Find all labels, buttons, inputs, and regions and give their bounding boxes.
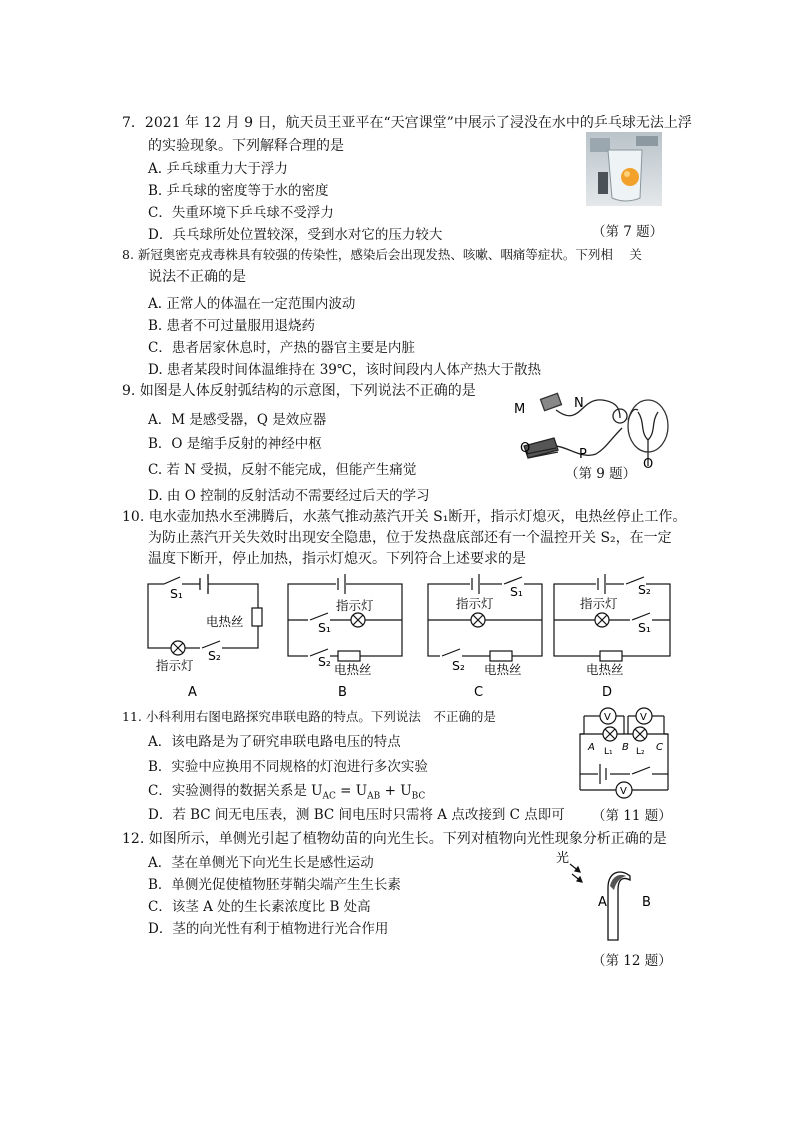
q10-label-c: C bbox=[474, 685, 484, 700]
q11-point-a: A bbox=[588, 742, 595, 753]
q7-stem-line2: 的实验现象。下列解释合理的是 bbox=[148, 138, 344, 154]
q7-caption: （第 7 题） bbox=[592, 224, 664, 240]
q8-option-d: D. 患者某段时间体温维持在 39℃，该时间段内人体产热大于散热 bbox=[148, 362, 541, 378]
q12-label-a: A bbox=[598, 895, 607, 910]
q8-option-c: C．患者居家休息时，产热的器官主要是内脏 bbox=[148, 340, 415, 356]
q7-option-a: A. 乒乓球重力大于浮力 bbox=[148, 161, 288, 177]
q11-series-circuit-diagram bbox=[574, 700, 674, 808]
q10a-s2: S₂ bbox=[208, 648, 221, 663]
q11-voltmeter-2: V bbox=[640, 712, 647, 723]
q10a-lamp: 指示灯 bbox=[156, 658, 194, 673]
q7-stem-line1: 7．2021 年 12 月 9 日，航天员王亚平在“天宫课堂”中展示了浸没在水中的乒乓球无法上浮 bbox=[122, 115, 692, 131]
q9-label-n: N bbox=[574, 396, 584, 411]
q12-stem: 12. 如图所示，单侧光引起了植物幼苗的向光生长。下列对植物向光性现象分析正确的是 bbox=[122, 831, 667, 847]
q11-point-c: C bbox=[656, 742, 663, 753]
q11-point-b: B bbox=[622, 742, 629, 753]
q9-option-b: B．O 是缩手反射的神经中枢 bbox=[148, 436, 322, 452]
q10-label-d: D bbox=[602, 685, 613, 700]
q10c-s2: S₂ bbox=[452, 658, 465, 673]
q10d-lamp: 指示灯 bbox=[580, 596, 618, 611]
q9-label-p: P bbox=[579, 447, 587, 462]
q12-caption: （第 12 题） bbox=[592, 953, 672, 969]
q10d-heater: 电热丝 bbox=[586, 662, 624, 677]
q7-option-c: C．失重环境下乒乓球不受浮力 bbox=[148, 205, 334, 221]
q10d-s2: S₂ bbox=[638, 582, 651, 597]
q12-option-a: A．茎在单侧光下向光生长是感性运动 bbox=[148, 855, 374, 871]
q11-lamp-l1: L₁ bbox=[604, 747, 613, 757]
q10c-lamp: 指示灯 bbox=[456, 596, 494, 611]
q10-stem-line1: 10. 电水壶加热水至沸腾后，水蒸气推动蒸汽开关 S₁断开，指示灯熄灭，电热丝停止工作。 bbox=[122, 509, 687, 525]
q7-photo bbox=[586, 132, 662, 206]
q7-option-d: D．兵乓球所处位置较深，受到水对它的压力较大 bbox=[148, 227, 443, 243]
q9-label-o: O bbox=[643, 457, 654, 472]
q9-label-m: M bbox=[514, 402, 526, 417]
q10b-heater: 电热丝 bbox=[334, 662, 372, 677]
q8-option-b: B. 患者不可过量服用退烧药 bbox=[148, 318, 316, 334]
q10c-heater: 电热丝 bbox=[484, 662, 522, 677]
q10-label-b: B bbox=[338, 685, 347, 700]
q9-option-c: C. 若 N 受损，反射不能完成，但能产生痛觉 bbox=[148, 462, 417, 478]
q8-stem-line2: 说法不正确的是 bbox=[148, 269, 246, 285]
q9-caption: （第 9 题） bbox=[565, 466, 637, 482]
q12-option-d: D．茎的向光性有利于植物进行光合作用 bbox=[148, 921, 389, 937]
q9-stem: 9. 如图是人体反射弧结构的示意图，下列说法不正确的是 bbox=[122, 383, 476, 399]
q12-label-b: B bbox=[642, 895, 651, 910]
q11-option-b: B．实验中应换用不同规格的灯泡进行多次实验 bbox=[148, 759, 428, 775]
q10-stem-line3: 温度下断开，停止加热，指示灯熄灭。下列符合上述要求的是 bbox=[148, 551, 526, 567]
q12-option-c: C．该茎 A 处的生长素浓度比 B 处高 bbox=[148, 899, 371, 915]
q12-option-b: B．单侧光促使植物胚芽鞘尖端产生生长素 bbox=[148, 877, 401, 893]
q10c-s1: S₁ bbox=[510, 584, 523, 599]
q10-circuit-options bbox=[140, 570, 680, 702]
q11-option-d: D．若 BC 间无电压表，测 BC 间电压时只需将 A 点改接到 C 点即可 bbox=[148, 807, 565, 823]
q11-option-a: A．该电路是为了研究串联电路电压的特点 bbox=[148, 734, 401, 750]
q11-option-c: C．实验测得的数据关系是 $U_{AC} = U_{AB} + U_{BC}$ bbox=[148, 783, 426, 802]
q7-option-b: B. 乒乓球的密度等于水的密度 bbox=[148, 183, 329, 199]
q10a-s1: S₁ bbox=[170, 586, 183, 601]
q12-seedling-diagram bbox=[550, 846, 660, 942]
q8-option-a: A. 正常人的体温在一定范围内波动 bbox=[148, 296, 356, 312]
q9-label-q: Q bbox=[520, 441, 531, 456]
q10-stem-line2: 为防止蒸汽开关失效时出现安全隐患，位于发热盘底部还有一个温控开关 S₂，在一定 bbox=[148, 530, 672, 546]
q11-caption: （第 11 题） bbox=[592, 808, 672, 824]
q12-light-label: 光 bbox=[556, 851, 570, 866]
q8-stem-line1: 8. 新冠奥密克戎毒株具有较强的传染性，感染后会出现发热、咳嗽、咽痛等症状。下列相 关 bbox=[122, 247, 642, 262]
q11-voltmeter-3: V bbox=[620, 786, 627, 797]
q11-stem: 11. 小科利用右图电路探究串联电路的特点。下列说法 不正确的是 bbox=[122, 709, 496, 724]
q10-label-a: A bbox=[188, 685, 197, 700]
q10b-lamp: 指示灯 bbox=[336, 598, 374, 613]
q9-option-d: D. 由 O 控制的反射活动不需要经过后天的学习 bbox=[148, 488, 430, 504]
q11-lamp-l2: L₂ bbox=[636, 747, 645, 757]
q10d-s1: S₁ bbox=[638, 620, 651, 635]
q11-voltmeter-1: V bbox=[604, 712, 611, 723]
q10b-s1: S₁ bbox=[318, 620, 331, 635]
q10a-heater: 电热丝 bbox=[206, 614, 244, 629]
q10b-s2: S₂ bbox=[318, 654, 331, 669]
q9-option-a: A．M 是感受器，Q 是效应器 bbox=[148, 412, 327, 428]
